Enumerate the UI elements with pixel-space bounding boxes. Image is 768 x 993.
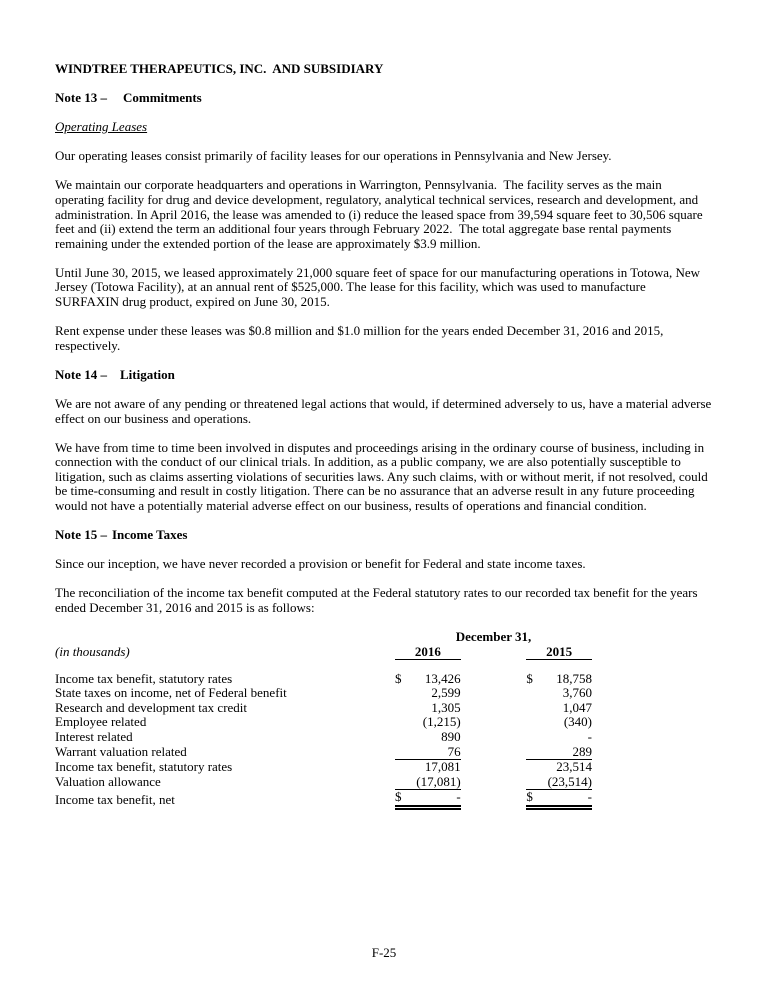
table-spacer-row (55, 660, 592, 672)
value-2016: $ 13,426 (395, 670, 461, 686)
note-15-title: Income Taxes (112, 527, 188, 543)
table-row (55, 745, 592, 760)
note-13-number: Note 13 – (55, 90, 107, 106)
row-label: Income tax benefit, statutory rates (55, 759, 233, 775)
note-13-paragraph-1: Our operating leases consist primarily of facility leases for our operations in Pennsylvania and New Jersey. (55, 148, 612, 164)
value-2016: (1,215) (422, 714, 461, 730)
row-label: Income tax benefit, statutory rates (55, 670, 233, 686)
units-label: (in thousands) (55, 644, 130, 660)
column-gap (461, 645, 527, 660)
table-row (55, 790, 592, 808)
company-title: WINDTREE THERAPEUTICS, INC. AND SUBSIDIARY (55, 61, 384, 76)
value-2015: (340) (563, 714, 592, 730)
table-row (55, 715, 592, 730)
table-row (55, 672, 592, 687)
value-2016: 17,081 (424, 759, 461, 775)
currency-symbol: $ (395, 670, 402, 686)
currency-symbol: $ (526, 670, 533, 686)
row-label: Warrant valuation related (55, 744, 187, 760)
note-13-heading (55, 91, 712, 106)
table-row (55, 686, 592, 701)
note-13-paragraph-2: We maintain our corporate headquarters and operations in Warrington, Pennsylvania. The facility serves as the main operating facility for drug and device development, regulatory, analytical technical services, research and development, and administration. In April 2016, the lease was amended to (i) reduce the leased space from 39,594 square feet to 30,506 square feet and (ii) extend the term an additional four years through February 2022. The total aggregate base rental payments remaining under the extended portion of the lease are approximately $3.9 million. (55, 177, 706, 251)
value-2016: (17,081) (395, 775, 461, 790)
value-2015: 3,760 (562, 685, 592, 701)
note-14-paragraph-2: We have from time to time been involved in disputes and proceedings arising in the ordinary course of business, including in connection with the conduct of our clinical trials. In addition, as a public company, we are also potentially susceptible to litigation, such as claims asserting violations of securities laws. Any such claims, with or without merit, if not resolved, could be time-consuming and result in costly litigation. There can be no assurance that an adverse result in any future proceeding would not have a potentially material adverse effect on our business, results of operations and financial condition. (55, 439, 712, 513)
column-header-2016: 2016 (395, 645, 461, 660)
table-row (55, 760, 592, 775)
currency-symbol: $ (526, 789, 533, 805)
operating-leases-subheading: Operating Leases (55, 119, 148, 135)
row-label: Valuation allowance (55, 774, 161, 790)
table-row (55, 730, 592, 745)
row-label: State taxes on income, net of Federal benefit (55, 685, 287, 701)
value-2016: 2,599 (431, 685, 461, 701)
note-15-paragraph-1: Since our inception, we have never recorded a provision or benefit for Federal and state income taxes. (55, 556, 586, 572)
value-2016: 1,305 (431, 699, 461, 715)
currency-symbol: $ (395, 789, 402, 805)
value-2015: - (587, 729, 592, 744)
value-2015: 1,047 (562, 699, 592, 715)
table-column-header-row (55, 645, 592, 660)
row-label: Research and development tax credit (55, 699, 248, 715)
value-2016: 890 (441, 729, 461, 744)
table-row (55, 775, 592, 790)
note-14-title: Litigation (120, 366, 175, 382)
page-number: F-25 (371, 945, 397, 960)
value-2015: $ 18,758 (526, 670, 592, 686)
income-tax-reconciliation-table (55, 630, 592, 810)
empty-cell (55, 630, 395, 645)
note-13-paragraph-3: Until June 30, 2015, we leased approximately 21,000 square feet of space for our manufacturing operations in Totowa, New Jersey (Totowa Facility), at an annual rent of $525,000. The lease for this facility, which was used to manufacture SURFAXIN drug product, expired on June 30, 2015. (55, 264, 704, 310)
table-row (55, 701, 592, 716)
note-15-heading (55, 528, 712, 543)
note-13-paragraph-4: Rent expense under these leases was $0.8 million and $1.0 million for the years ended December 31, 2016 and 2015, respectively. (55, 323, 667, 353)
date-header: December 31, (455, 628, 532, 644)
note-15-number: Note 15 – (55, 527, 107, 543)
note-14-number: Note 14 – (55, 366, 107, 382)
value-2015: (23,514) (526, 775, 592, 790)
value-2016: $ - (395, 790, 461, 808)
row-label: Interest related (55, 729, 133, 744)
note-14-heading (55, 368, 712, 383)
table-date-header-row (55, 630, 592, 645)
value-2016: 76 (395, 745, 461, 760)
column-header-2015: 2015 (526, 645, 592, 660)
row-label: Employee related (55, 714, 147, 730)
value-2015: 289 (526, 745, 592, 760)
value-2015: 23,514 (556, 759, 592, 775)
note-14-paragraph-1: We are not aware of any pending or threatened legal actions that would, if determined adversely to us, have a material adverse effect on our business and operations. (55, 395, 715, 426)
note-13-title: Commitments (123, 90, 202, 106)
note-15-paragraph-2: The reconciliation of the income tax benefit computed at the Federal statutory rates to our recorded tax benefit for the years ended December 31, 2016 and 2015 is as follows: (55, 585, 701, 615)
row-label: Income tax benefit, net (55, 791, 175, 807)
value-2015: $ - (526, 790, 592, 808)
